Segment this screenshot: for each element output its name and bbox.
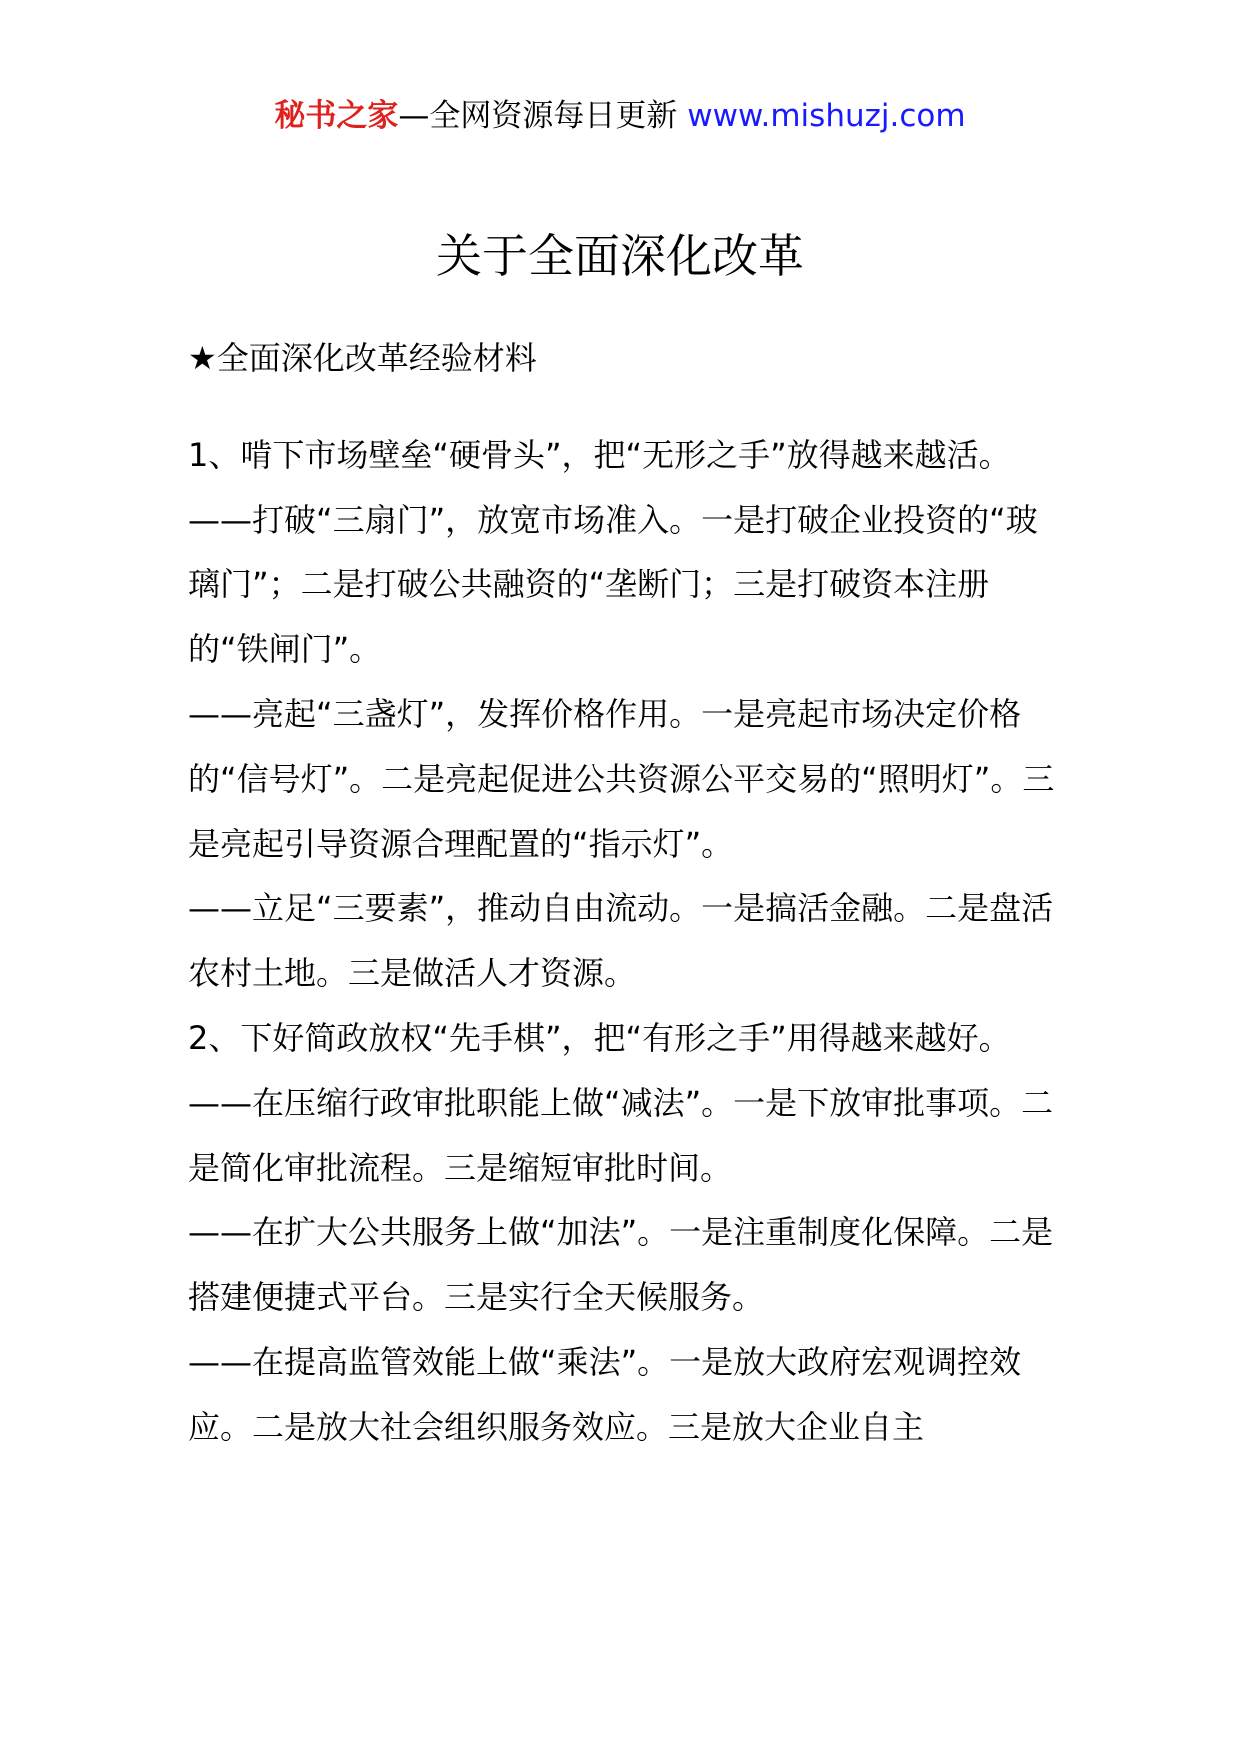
document-title: 关于全面深化改革 xyxy=(436,229,804,283)
paragraph: ——在扩大公共服务上做“加法”。一是注重制度化保障。二是搭建便捷式平台。三是实行全天候服务。 xyxy=(188,1213,1054,1317)
document-body xyxy=(188,326,1068,1460)
paragraph: ——立足“三要素”，推动自由流动。一是搞活金融。二是盘活农村土地。三是做活人才资源。 xyxy=(188,889,1054,993)
paragraph: ——在压缩行政审批职能上做“减法”。一是下放审批事项。二是简化审批流程。三是缩短审批时间。 xyxy=(188,1083,1054,1187)
paragraph: ——在提高监管效能上做“乘法”。一是放大政府宏观调控效应。二是放大社会组织服务效应。三是放大企业自主 xyxy=(188,1342,1022,1446)
paragraph: ——打破“三扇门”，放宽市场准入。一是打破企业投资的“玻璃门”；二是打破公共融资的“垄断门；三是打破资本注册的“铁闸门”。 xyxy=(188,500,1038,669)
site-url-link[interactable]: www.mishuzj.com xyxy=(687,98,966,134)
paragraph: ——亮起“三盏灯”，发挥价格作用。一是亮起市场决定价格的“信号灯”。二是亮起促进公共资源公平交易的“照明灯”。三是亮起引导资源合理配置的“指示灯”。 xyxy=(188,694,1055,863)
site-tagline: —全网资源每日更新 xyxy=(398,98,678,134)
paragraph: 1、啃下市场壁垒“硬骨头”，把“无形之手”放得越来越活。 xyxy=(188,435,1011,474)
site-header xyxy=(0,96,1240,136)
site-brand: 秘书之家 xyxy=(274,98,399,134)
section-label: ★全面深化改革经验材料 xyxy=(188,339,537,377)
paragraph: 2、下好简政放权“先手棋”，把“有形之手”用得越来越好。 xyxy=(188,1018,1011,1057)
